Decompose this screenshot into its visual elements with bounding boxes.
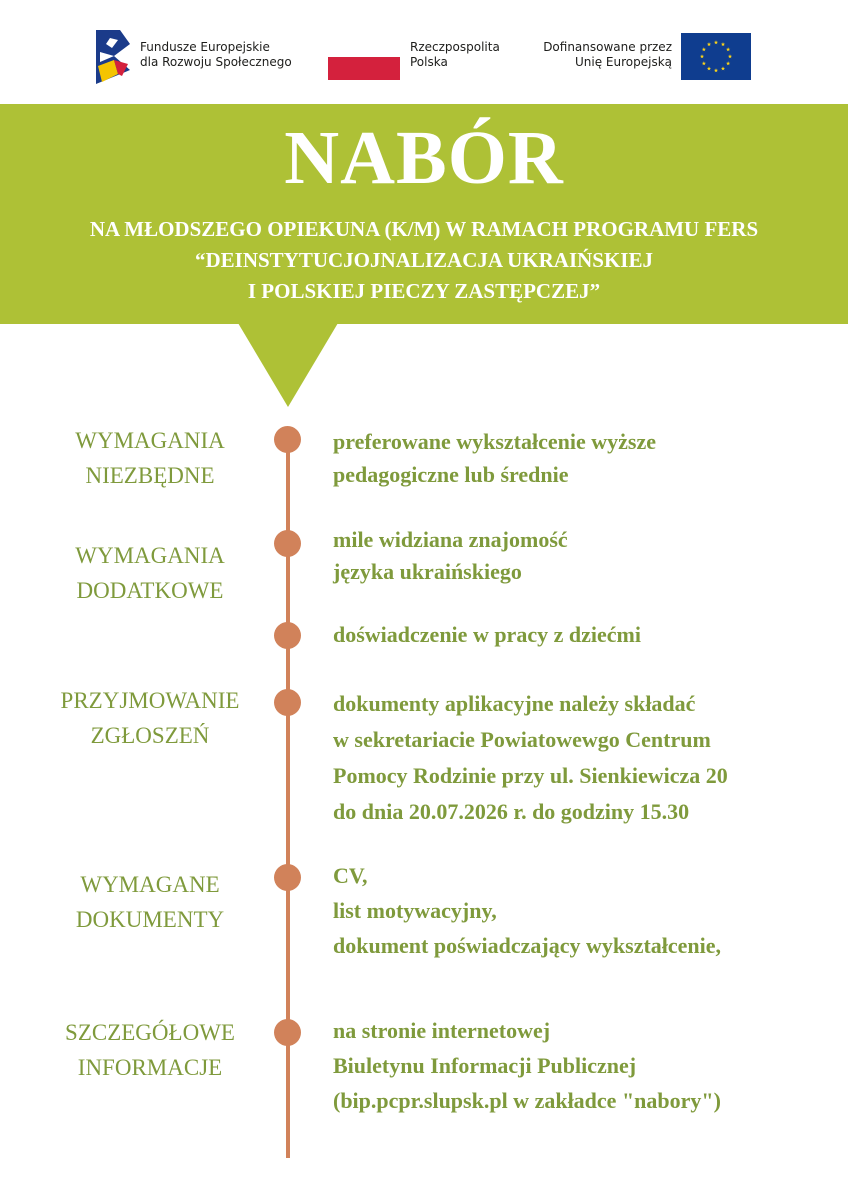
content-line: do dnia 20.07.2026 r. do godziny 15.30 [333, 799, 690, 824]
label-line: WYMAGANIA [75, 428, 225, 453]
label-line: PRZYJMOWANIE [60, 688, 240, 713]
section-content-wymagania-dodatkowe [333, 524, 833, 588]
content-line: Biuletynu Informacji Publicznej [333, 1053, 637, 1078]
content-line: mile widziana znajomość [333, 527, 568, 552]
section-label-szczegolowe-informacje [40, 1015, 260, 1085]
content-line: w sekretariacie Powiatowewgo Centrum [333, 727, 711, 752]
label-line: WYMAGANIA [75, 543, 225, 568]
subtitle-line: I POLSKIEJ PIECZY ZASTĘPCZEJ” [247, 279, 601, 303]
section-content-wymagane-dokumenty [333, 858, 833, 963]
rp-line-1: Rzeczpospolita [410, 40, 500, 54]
content-line: pedagogiczne lub średnie [333, 462, 569, 487]
fe-logo-text [140, 40, 292, 70]
label-line: ZGŁOSZEŃ [90, 723, 210, 748]
section-label-wymagania-dodatkowe [40, 538, 260, 608]
content-line: Pomocy Rodzinie przy ul. Sienkiewicza 20 [333, 763, 728, 788]
content-line: dokument poświadczający wykształcenie, [333, 933, 722, 958]
timeline-dot [274, 622, 301, 649]
subtitle-line: “DEINSTYTUCJOJNALIZACJA UKRAIŃSKIEJ [194, 248, 653, 272]
page-title: NABÓR [284, 116, 564, 200]
label-line: WYMAGANE [80, 872, 220, 897]
subtitle-line: NA MŁODSZEGO OPIEKUNA (K/M) W RAMACH PROGRAMU FERS [89, 217, 759, 241]
label-line: DOKUMENTY [75, 907, 225, 932]
polish-flag-icon [328, 34, 400, 80]
label-line: DODATKOWE [76, 578, 224, 603]
rp-logo-text [410, 40, 500, 70]
eu-line-1: Dofinansowane przez [543, 40, 672, 54]
section-content-przyjmowanie-zgloszen [333, 686, 833, 830]
content-line: preferowane wykształcenie wyższe [333, 429, 656, 454]
timeline-dot [274, 1019, 301, 1046]
timeline-dot [274, 530, 301, 557]
logo-bar [0, 0, 848, 104]
section-label-przyjmowanie-zgloszen [40, 683, 260, 753]
content-line: języka ukraińskiego [333, 559, 522, 584]
banner-pointer [238, 323, 338, 407]
content-line: dokumenty aplikacyjne należy składać [333, 691, 696, 716]
section-content-doswiadczenie [333, 619, 833, 651]
section-label-wymagane-dokumenty [40, 867, 260, 937]
content-line: (bip.pcpr.slupsk.pl w zakładce "nabory") [333, 1088, 721, 1113]
banner-subtitle [0, 214, 848, 307]
label-line: NIEZBĘDNE [85, 463, 215, 488]
timeline-dot [274, 864, 301, 891]
content-line: na stronie internetowej [333, 1018, 551, 1043]
eu-logo-text [522, 40, 672, 70]
timeline-dot [274, 426, 301, 453]
content-line: doświadczenie w pracy z dziećmi [333, 622, 641, 647]
fe-line-2: dla Rozwoju Społecznego [140, 55, 292, 69]
eu-line-2: Unię Europejską [574, 55, 672, 69]
eu-flag-icon [681, 33, 751, 80]
label-line: INFORMACJE [77, 1055, 223, 1080]
fe-line-1: Fundusze Europejskie [140, 40, 270, 54]
section-content-wymagania-niezbedne [333, 425, 833, 491]
content-line: CV, [333, 863, 368, 888]
rp-line-2: Polska [410, 55, 448, 69]
section-content-szczegolowe-informacje [333, 1013, 833, 1118]
timeline-dot [274, 689, 301, 716]
section-label-wymagania-niezbedne [40, 423, 260, 493]
label-line: SZCZEGÓŁOWE [65, 1020, 235, 1045]
content-line: list motywacyjny, [333, 898, 497, 923]
fundusze-europejskie-logo-icon [96, 26, 130, 84]
